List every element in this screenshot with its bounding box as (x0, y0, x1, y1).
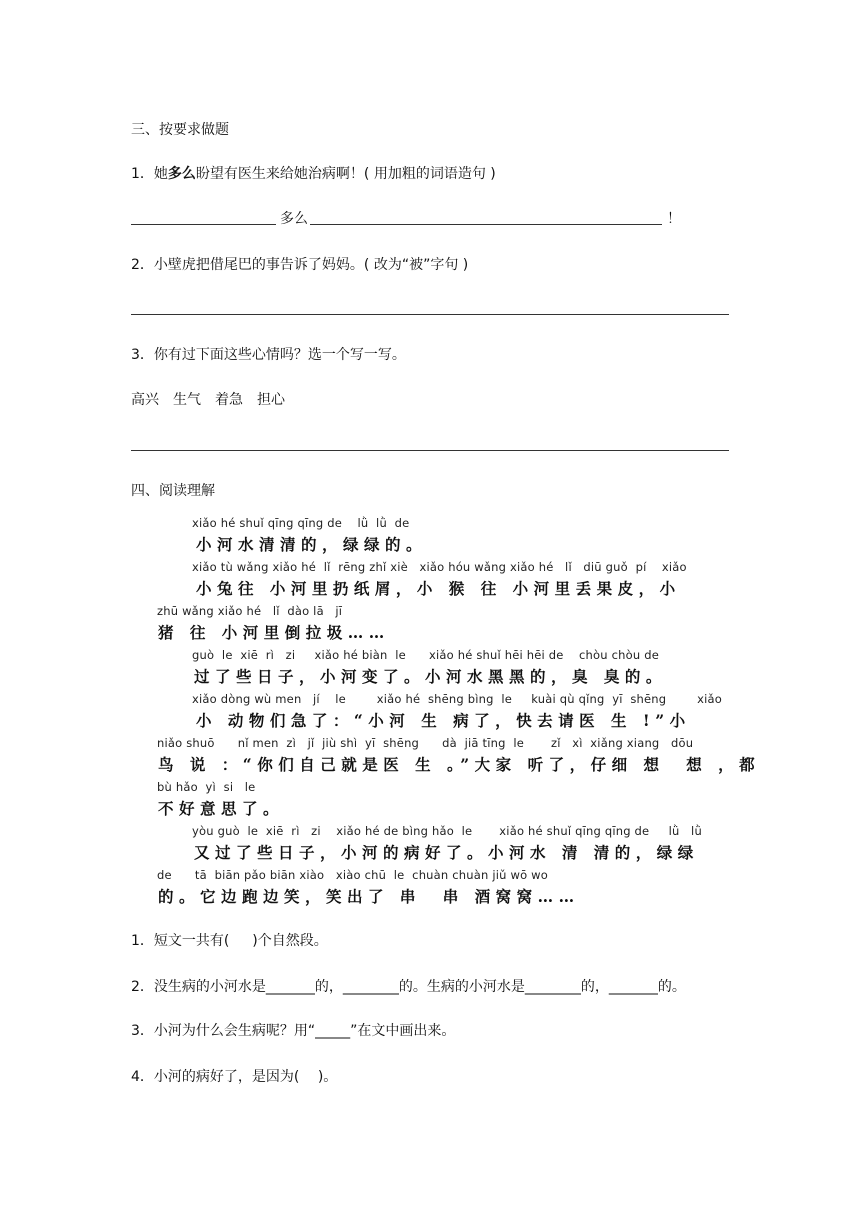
answer-line-3[interactable] (131, 450, 729, 451)
q1-fill-end: ！ (667, 211, 681, 227)
pinyin-line: zhū wǎng xiǎo hé lǐ dào lā jī (157, 604, 343, 618)
q1-pre: 她 (153, 166, 168, 182)
hanzi-line: 又过了些日子，小河的病好了。小河水 清 清的，绿绿 (194, 843, 699, 862)
reading-question-2: 2．没生病的小河水是_______的，________的。生病的小河水是________的，_______的。 (131, 979, 686, 995)
question-3-2: 2．小壁虎把借尾巴的事告诉了妈妈。( 改为“被”字句 ) (131, 257, 469, 273)
pinyin-line: de tā biān pǎo biān xiào xiào chū le chuàn chuàn jiǔ wō wo (157, 868, 549, 882)
pinyin-line: guò le xiē rì zi xiǎo hé biàn le xiǎo hé shuǐ hēi hēi de chòu chòu de (192, 648, 659, 662)
question-3-1 (131, 163, 496, 183)
reading-question-1: 1．短文一共有( )个自然段。 (131, 933, 328, 949)
hanzi-line: 猪 往 小河里倒拉圾…… (158, 623, 390, 642)
hanzi-line: 小兔往 小河里扔纸屑，小 猴 往 小河里丢果皮，小 (196, 579, 681, 598)
hanzi-line: 不好意思了。 (158, 799, 285, 818)
hanzi-line: 小河水清清的，绿绿的。 (196, 535, 428, 554)
hanzi-line: 鸟 说 ：“你们自己就是医 生 。”大家 听了，仔细 想 想 ，都 (158, 755, 761, 774)
answer-blank-1a[interactable] (131, 224, 276, 225)
q1-fill-mid: 多么 (280, 211, 308, 227)
section-3-title: 三、按要求做题 (131, 122, 229, 138)
question-3-3: 3．你有过下面这些心情吗？选一个写一写。 (131, 347, 406, 363)
answer-blank-1b[interactable] (310, 224, 662, 225)
reading-question-3: 3．小河为什么会生病呢？用“_____”在文中画出来。 (131, 1023, 456, 1039)
pinyin-line: xiǎo tù wǎng xiǎo hé lǐ rēng zhǐ xiè xiǎo hóu wǎng xiǎo hé lǐ diū guǒ pí xiǎo (192, 560, 687, 574)
hanzi-line: 小 动物们急了：“小河 生 病了，快去请医 生 !”小 (196, 711, 691, 730)
pinyin-line: xiǎo hé shuǐ qīng qīng de lǜ lǜ de (192, 516, 410, 530)
hanzi-line: 的。它边跑边笑，笑出了 串 串 酒窝窝…… (158, 887, 580, 906)
q1-num: 1． (131, 166, 154, 182)
q1-post: 盼望有医生来给她治病啊！( 用加粗的词语造句 ) (195, 166, 496, 182)
answer-line-2[interactable] (131, 314, 729, 315)
q1-bold-word: 多么 (167, 166, 196, 182)
mood-words: 高兴 生气 着急 担心 (131, 392, 285, 408)
pinyin-line: yòu guò le xiē rì zi xiǎo hé de bìng hǎo le xiǎo hé shuǐ qīng qīng de lǜ lǜ (192, 824, 702, 838)
reading-question-4: 4．小河的病好了，是因为( )。 (131, 1069, 338, 1085)
hanzi-line: 过了些日子，小河变了。小河水黑黑的，臭 臭的。 (194, 667, 667, 686)
pinyin-line: xiǎo dòng wù men jí le xiǎo hé shēng bìng le kuài qù qǐng yī shēng xiǎo (192, 692, 722, 706)
pinyin-line: bù hǎo yì si le (157, 780, 256, 794)
section-4-title: 四、阅读理解 (131, 483, 215, 499)
pinyin-line: niǎo shuō nǐ men zì jǐ jiù shì yī shēng dà jiā tīng le zǐ xì xiǎng xiang dōu (157, 736, 694, 750)
